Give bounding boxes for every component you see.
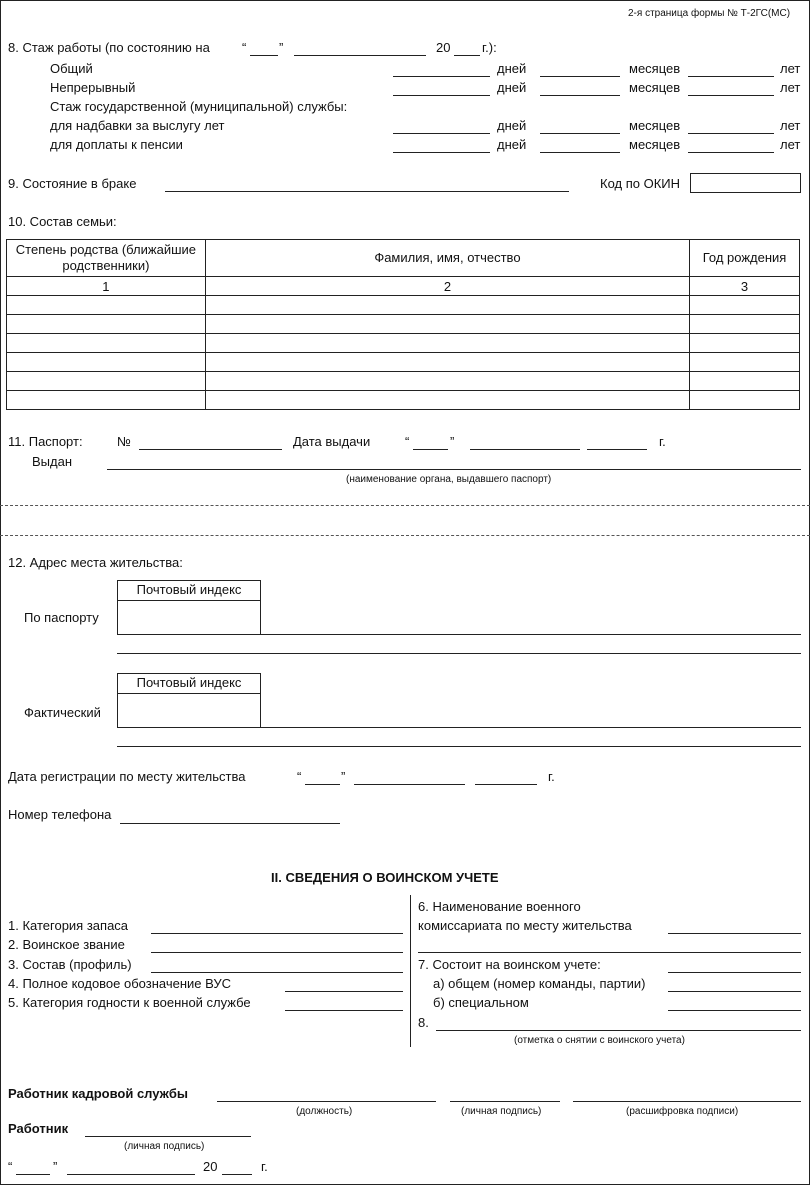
years-label: лет <box>780 118 801 133</box>
issue-month-field[interactable] <box>470 449 580 450</box>
months-label: месяцев <box>629 61 681 76</box>
decode-caption: (расшифровка подписи) <box>626 1106 739 1117</box>
hr-worker-label: Работник кадровой службы <box>8 1086 188 1101</box>
s8-cont-months-field[interactable] <box>540 95 620 96</box>
position-caption: (должность) <box>296 1106 353 1117</box>
reserve-category-field[interactable] <box>151 933 403 934</box>
family-col-num: 3 <box>690 277 800 296</box>
sign-year-field[interactable] <box>222 1174 252 1175</box>
months-label: месяцев <box>629 80 681 95</box>
reg-day-field[interactable] <box>305 784 340 785</box>
s8-total-days-field[interactable] <box>393 76 490 77</box>
s8-bonus-days-field[interactable] <box>393 133 490 134</box>
years-label: лет <box>780 61 801 76</box>
year-prefix: 20 <box>203 1159 218 1174</box>
postal-code-caption: Почтовый индекс <box>118 581 260 601</box>
table-row <box>7 391 800 410</box>
quote-open: “ <box>405 434 410 449</box>
worker-label: Работник <box>8 1121 69 1136</box>
deregistration-caption: (отметка о снятии с воинского учета) <box>514 1035 685 1046</box>
family-col-num: 2 <box>205 277 689 296</box>
s8-cont-years-field[interactable] <box>688 95 774 96</box>
hr-signature-field[interactable] <box>450 1101 560 1102</box>
quote-open: “ <box>297 769 302 784</box>
days-label: дней <box>497 61 527 76</box>
reserve-category-label: 1. Категория запаса <box>8 918 129 933</box>
s8-day-field[interactable] <box>250 55 278 56</box>
vus-code-field[interactable] <box>285 991 403 992</box>
s8-year-suffix: г.): <box>482 40 497 55</box>
quote-close: ” <box>341 769 346 784</box>
days-label: дней <box>497 118 527 133</box>
deregistration-field[interactable] <box>436 1030 801 1031</box>
phone-field[interactable] <box>120 823 340 824</box>
year-suffix: г. <box>261 1159 268 1174</box>
reg-year-field[interactable] <box>475 784 537 785</box>
s8-pension-days-field[interactable] <box>393 152 490 153</box>
commissariat-field-1[interactable] <box>668 933 801 934</box>
military-rank-label: 2. Воинское звание <box>8 937 125 952</box>
actual-address-label: Фактический <box>24 705 101 720</box>
postal-code-caption: Почтовый индекс <box>118 674 260 694</box>
passport-address-line1[interactable] <box>261 634 801 635</box>
vus-code-label: 4. Полное кодовое обозначение ВУС <box>8 976 232 991</box>
s8-row-bonus: для надбавки за выслугу лет <box>50 118 225 133</box>
passport-number-label: № <box>117 434 131 449</box>
military-registration-label: 7. Состоит на воинском учете: <box>418 957 601 972</box>
fitness-category-label: 5. Категория годности к военной службе <box>8 995 251 1010</box>
sign-month-field[interactable] <box>67 1174 195 1175</box>
table-row <box>7 372 800 391</box>
marital-status-field[interactable] <box>165 191 569 192</box>
years-label: лет <box>780 137 801 152</box>
fitness-category-field[interactable] <box>285 1010 403 1011</box>
issue-year-field[interactable] <box>587 449 647 450</box>
general-registration-field[interactable] <box>668 991 801 992</box>
table-row <box>7 315 800 334</box>
issued-by-field[interactable] <box>107 469 801 470</box>
registration-date-label: Дата регистрации по месту жительства <box>8 769 246 784</box>
s9-title: 9. Состояние в браке <box>8 176 137 191</box>
postal-code-actual-box[interactable] <box>117 673 261 728</box>
passport-number-field[interactable] <box>139 449 282 450</box>
commissariat-label-2: комиссариата по месту жительства <box>418 918 632 933</box>
quote-open: “ <box>8 1159 13 1174</box>
special-registration-label: б) специальном <box>433 995 529 1010</box>
months-label: месяцев <box>629 118 681 133</box>
s8-title: 8. Стаж работы (по состоянию на <box>8 40 210 55</box>
postal-code-passport-box[interactable] <box>117 580 261 635</box>
reg-month-field[interactable] <box>354 784 465 785</box>
hr-signature-decode-field[interactable] <box>573 1101 801 1102</box>
s10-title: 10. Состав семьи: <box>8 214 117 229</box>
s8-row-total: Общий <box>50 61 93 76</box>
special-registration-field[interactable] <box>668 1010 801 1011</box>
commissariat-label-1: 6. Наименование военного <box>418 899 581 914</box>
quote-close: ” <box>450 434 455 449</box>
profile-label: 3. Состав (профиль) <box>8 957 132 972</box>
s8-total-years-field[interactable] <box>688 76 774 77</box>
table-row <box>7 353 800 372</box>
s12-title: 12. Адрес места жительства: <box>8 555 183 570</box>
worker-signature-caption: (личная подпись) <box>124 1141 205 1152</box>
s8-year-field[interactable] <box>454 55 480 56</box>
commissariat-field-2[interactable] <box>418 952 801 953</box>
by-passport-label: По паспорту <box>24 610 99 625</box>
s11-title: 11. Паспорт: <box>8 434 83 449</box>
issued-by-label: Выдан <box>32 454 73 469</box>
months-label: месяцев <box>629 137 681 152</box>
years-label: лет <box>780 80 801 95</box>
column-divider <box>410 895 411 1047</box>
days-label: дней <box>497 80 527 95</box>
days-label: дней <box>497 137 527 152</box>
okin-code-box[interactable] <box>690 173 801 193</box>
family-col-relation: Степень родства (ближайшие родственники) <box>7 240 206 277</box>
hr-position-field[interactable] <box>217 1101 436 1102</box>
okin-label: Код по ОКИН <box>600 176 681 191</box>
family-table <box>6 239 800 410</box>
actual-address-line1[interactable] <box>261 727 801 728</box>
signature-caption: (личная подпись) <box>461 1106 542 1117</box>
worker-signature-field[interactable] <box>85 1136 251 1137</box>
s8-pension-years-field[interactable] <box>688 152 774 153</box>
year-suffix: г. <box>659 434 666 449</box>
issue-date-label: Дата выдачи <box>293 434 371 449</box>
military-registration-field[interactable] <box>668 972 801 973</box>
deregistration-label: 8. <box>418 1015 429 1030</box>
s8-row-continuous: Непрерывный <box>50 80 136 95</box>
family-col-name: Фамилия, имя, отчество <box>205 240 689 277</box>
passport-address-line2[interactable] <box>117 653 801 654</box>
s8-total-months-field[interactable] <box>540 76 620 77</box>
issue-day-field[interactable] <box>413 449 448 450</box>
family-col-year: Год рождения <box>690 240 800 277</box>
issued-by-caption: (наименование органа, выдавшего паспорт) <box>346 474 552 485</box>
table-row <box>7 334 800 353</box>
general-registration-label: а) общем (номер команды, партии) <box>433 976 646 991</box>
quote-close: ” <box>53 1159 58 1174</box>
s8-row-gov: Стаж государственной (муниципальной) службы: <box>50 99 348 114</box>
s8-cont-days-field[interactable] <box>393 95 490 96</box>
actual-address-line2[interactable] <box>117 746 801 747</box>
s8-month-field[interactable] <box>294 55 426 56</box>
phone-label: Номер телефона <box>8 807 112 822</box>
s8-row-pension: для доплаты к пенсии <box>50 137 183 152</box>
year-suffix: г. <box>548 769 555 784</box>
military-section-title: II. СВЕДЕНИЯ О ВОИНСКОМ УЧЕТЕ <box>271 870 499 885</box>
family-col-num: 1 <box>7 277 206 296</box>
s8-quote-open: “ <box>242 40 247 55</box>
sign-day-field[interactable] <box>16 1174 50 1175</box>
s8-quote-close: ” <box>279 40 284 55</box>
s8-year-prefix: 20 <box>436 40 451 55</box>
separator-line <box>0 535 810 536</box>
s8-bonus-months-field[interactable] <box>540 133 620 134</box>
s8-pension-months-field[interactable] <box>540 152 620 153</box>
profile-field[interactable] <box>151 972 403 973</box>
form-reference: 2-я страница формы № Т-2ГС(МС) <box>628 8 791 19</box>
table-row <box>7 296 800 315</box>
s8-bonus-years-field[interactable] <box>688 133 774 134</box>
separator-line <box>0 505 810 506</box>
military-rank-field[interactable] <box>151 952 403 953</box>
